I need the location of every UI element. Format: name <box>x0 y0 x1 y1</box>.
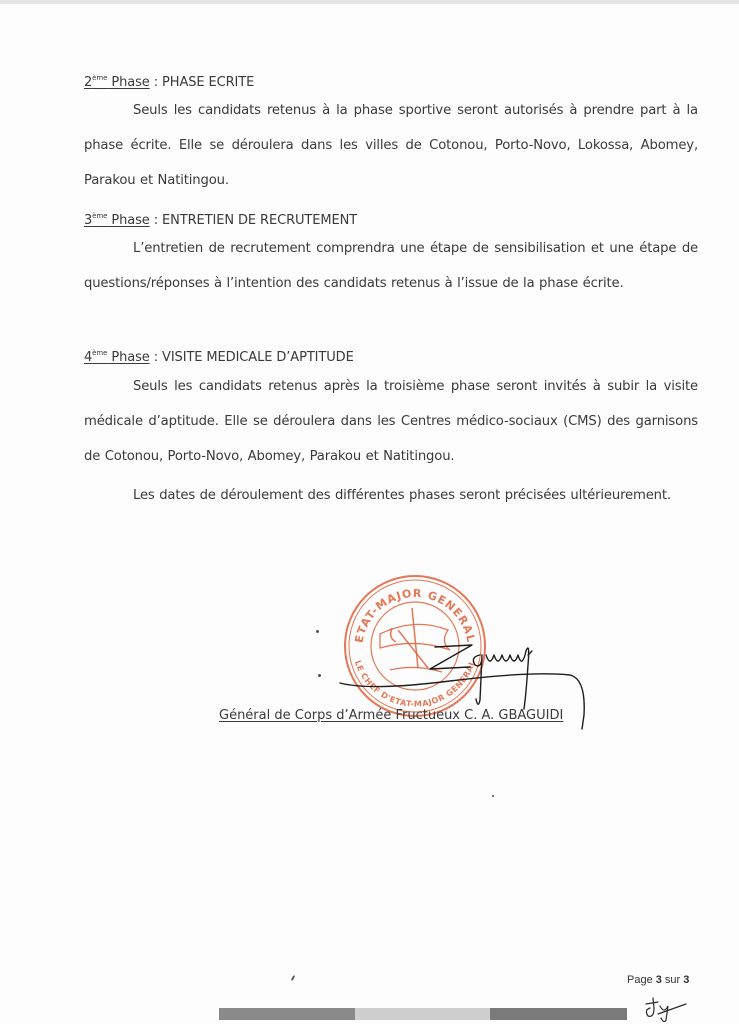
phase-word: Phase <box>107 350 150 365</box>
phase-label <box>84 213 150 228</box>
section-heading-phase-4 <box>84 343 354 363</box>
footer-bar-segment <box>219 1008 355 1020</box>
section-paragraph-phase-4 <box>84 369 698 474</box>
phase-number: 4 <box>84 350 93 365</box>
section-paragraph-phase-2 <box>84 93 698 198</box>
phase-number: 2 <box>84 75 93 90</box>
phase-title: VISITE MEDICALE D’APTITUDE <box>162 350 354 365</box>
handwritten-initials <box>640 994 700 1022</box>
signatory-name: Général de Corps d’Armée Fructueux C. A. GBAGUIDI <box>219 708 564 723</box>
scan-speck <box>318 674 321 677</box>
phase-ordinal: ème <box>92 212 108 220</box>
footer-bar-segment <box>490 1008 627 1020</box>
phase-title: ENTRETIEN DE RECRUTEMENT <box>162 213 358 228</box>
scan-speck <box>291 975 296 981</box>
phase-word: Phase <box>107 213 150 228</box>
phase-ordinal: ème <box>92 349 108 357</box>
closing-paragraph <box>84 478 698 513</box>
closing-text: Les dates de déroulement des différentes phases seront précisées ultérieurement. <box>133 488 671 503</box>
page-current: 3 <box>655 974 662 986</box>
phase-title: PHASE ECRITE <box>162 75 255 90</box>
paragraph-text: Seuls les candidats retenus à la phase sportive seront autorisés à prendre part à la phase écrite. Elle se déroulera dans les villes de Cotonou, Porto-Novo, Lokossa, Abomey, Parakou et Natitingou. <box>84 103 698 188</box>
phase-separator: : <box>149 75 163 90</box>
paragraph-text: Seuls les candidats retenus après la troisième phase seront invités à subir la visite médicale d’aptitude. Elle se déroulera dans les Centres médico-sociaux (CMS) des garnisons de Cotonou, Porto-Novo, Abomey, Parakou et Natitingou. <box>84 379 698 464</box>
stamp-top-text: ETAT-MAJOR GENERAL <box>352 586 478 644</box>
phase-number: 3 <box>84 213 93 228</box>
phase-label <box>84 75 150 90</box>
footer-bar-segment <box>355 1008 490 1020</box>
scan-speck <box>316 630 319 633</box>
phase-separator: : <box>149 213 163 228</box>
scan-speck <box>492 795 494 797</box>
section-heading-phase-3 <box>84 206 357 226</box>
page-separator: sur <box>661 974 684 986</box>
paragraph-text: L’entretien de recrutement comprendra une étape de sensibilisation et une étape de questions/réponses à l’intention des candidats retenus à l’issue de la phase écrite. <box>84 241 698 291</box>
page-total: 3 <box>683 974 690 986</box>
section-heading-phase-2 <box>84 68 254 88</box>
page-number <box>627 974 689 986</box>
phase-word: Phase <box>107 75 150 90</box>
page-label: Page <box>627 974 656 986</box>
section-paragraph-phase-3 <box>84 231 698 301</box>
phase-ordinal: ème <box>92 74 108 82</box>
scan-top-edge <box>0 0 739 4</box>
stamp-bottom-text: LE CHEF D'ETAT-MAJOR GENERAL <box>352 659 478 709</box>
phase-separator: : <box>149 350 163 365</box>
phase-label <box>84 350 150 365</box>
